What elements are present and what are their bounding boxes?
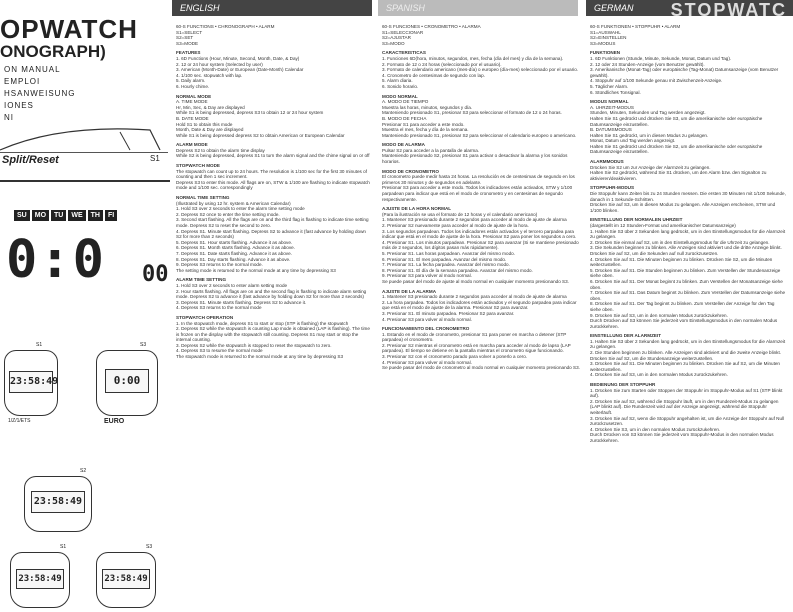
- body-line: (Para la ilustración se usa el formato de 12 horas y el calendario americano): [382, 211, 538, 217]
- section-heading: FEATURES: [176, 50, 201, 56]
- body-line: Halten Sie S1 gedrückt und drücken Sie S2, um die amerikanische oder europäische Datumsanzeige einzustellen.: [590, 143, 763, 155]
- body-line: Halten Sie S2 gedrückt, während Sie S1 drücken, um den Alarm bzw. den Signalton zu aktivieren/deaktivieren.: [590, 170, 767, 181]
- body-line: Halten Sie S1 gedrückt und drücken Sie S3, um die amerikanische oder europäische Datumsanzeige einzustellen.: [590, 115, 763, 127]
- model-label: EURO: [104, 418, 125, 425]
- body-line: S3=MODO: [382, 40, 405, 46]
- body-line: Presionar S1 para acceder a este modo.: [382, 121, 465, 127]
- body-line: Manteniendo presionado S2, presionar S1 para activar o desactivar la alarma y los sonidos horarios.: [382, 153, 568, 165]
- body-line: Month, Date & Day are displayed: [176, 127, 244, 133]
- body-line: 5. Täglicher Alarm.: [590, 83, 629, 89]
- body-line: Hr, Min, Sec, & Day are displayed: [176, 104, 245, 110]
- section-heading: MODO DE CRONOMETRO: [382, 168, 439, 174]
- body-line: 3. Presionar S1. El minuto parpadea. Presionar S2 para avanzar.: [382, 310, 515, 316]
- day-label: WE: [68, 210, 85, 221]
- body-line: Muestra las horas, minutos, segundos y día.: [382, 104, 473, 110]
- body-line: 4. Presionar S3 para volver al modo normal.: [382, 359, 472, 365]
- body-line: 3. Drücken Sie auf S2, wenn die Stoppuhr angehalten ist, um die Anzeige der Stoppuhr auf Null zurückzusetzen.: [590, 415, 785, 427]
- body-line: Drücken Sie auf S3, um in diesen Modus zu gelangen. Alle Anzeigen erscheinen, STW und 1/100 blinken.: [590, 202, 776, 213]
- body-line: 5. Drücken Sie auf S1. Die Stunden beginnen zu blinken. Zum Verstellen der Stundenanzeige siehe oben.: [590, 267, 781, 279]
- body-line: 1. Hold S3 over 2 seconds to enter alarm setting mode: [176, 282, 288, 288]
- body-line: 6. Sonido horario.: [382, 83, 419, 89]
- section-heading: NORMAL TIME SETTING: [176, 195, 230, 201]
- button-label: S3: [146, 544, 153, 550]
- manual-item: NI: [4, 113, 14, 122]
- day-label: FI: [105, 210, 117, 221]
- section-heading: AJUSTE DE LA ALARMA: [382, 288, 437, 294]
- body-line: Depress S3 to enter this mode. All flags are on, STW & 1/100 are flashing to indicate stopwatch mode and 1/100 sec. correspondingly: [176, 179, 370, 191]
- body-line: 1. Estando en el modo de cronometro, presionar S1 para poner en marcha o detener (STP parpadea) el cronometro.: [382, 331, 567, 343]
- section-heading: MODUS NORMAL: [590, 99, 629, 105]
- body-line: The stopwatch can count up to 24 hours. The resolution is 1/100 sec for the first 30 minutes of counting and then 1 sec increment.: [176, 168, 367, 180]
- body-line: 3. Die Sekunden beginnen zu blinken. Alle Anzeigen sind aktiviert und die dritte Anzeige blinkt. Drücken Sie auf S2, um die Sekunden auf null zurückzusetzen.: [590, 245, 782, 256]
- section-heading: ALARM TIME SETTING: [176, 277, 227, 283]
- section-heading: STOPPUHR-MODUS: [590, 185, 635, 191]
- body-line: 6. Hourly chime.: [176, 83, 210, 89]
- section-heading: BEDIENUNG DER STOPPUHR: [590, 382, 656, 388]
- body-line: 4. Depress S1. Minute start flashing. Depress S2 to advance it (fast advance by holding down S2 for more than 2 seconds): [176, 228, 366, 240]
- body-line: 3. Depress S1. Minute starts flashing. Depress S2 to advance it.: [176, 299, 307, 305]
- body-line: 4. Drücken Sie auf S1. Die Minuten beginnen zu blinken. Drücken Sie S2, um die Minuten weiterzustellen.: [590, 256, 773, 268]
- body-line: S2=AJUSTAR: [382, 35, 411, 41]
- body-line: 4. Cronometro de centesimas de segundo con lap.: [382, 72, 485, 78]
- body-line: 3. Los segundos parpadean. Todos los indicadores están activados y el tercero parpadea para indicar que está en el modo de ajuste de la hora. Presionar S2 para poner los segundos a cero.: [382, 228, 577, 240]
- body-line: 9. Presionar S3 para volver al modo normal.: [382, 273, 472, 279]
- body-line: 1. Mantener S3 presionado durante 2 segundos para acceder al modo de ajuste de alarma: [382, 217, 567, 223]
- body-line: Drücken Sie S2 um zur Anzeige der Alarmzeit zu gelangen.: [590, 164, 711, 170]
- body-line: 60-S FUNKTIONEN • STOPPUHR • ALARM: [590, 24, 681, 29]
- body-line: 8. Depress S1. Day starts flashing. Advance it as above.: [176, 256, 291, 262]
- section-heading: STOPWATCH MODE: [176, 163, 220, 169]
- body-line: 2. Drücken Sie auf S2, während die Stoppuhr läuft, um in den Rundezeit-Modus zu gelangen (LAP blinkt auf). Die Rundenzeit wird auf der Anzeige angezeigt, während die Stoppuhr weiterläuft.: [590, 398, 779, 415]
- watch-illustration: [4, 350, 58, 416]
- body-line: 4. Depress S3 returns to the normal mode: [176, 305, 262, 311]
- body-line: B. DATE MODE: [176, 115, 209, 121]
- body-line: El cronometro puede medir hasta 24 horas. La resolución es de centesimas de segundo en los primeros 30 minutos y de segundos en adelante.: [382, 174, 575, 185]
- body-line: 3. Second start flashing. All the flags are on and the third flag is flashing to indicate time setting mode. Depress S2 to reset the second to zero.: [176, 217, 369, 228]
- body-line: Muestra el mes, fecha y día de la semana.: [382, 127, 469, 133]
- body-line: 1. Funciones 6D(hora, minutos, segundos, mes, fecha (día del mes) y día de la semana).: [382, 55, 564, 61]
- body-line: Hold S1 to obtain this mode: [176, 121, 233, 127]
- body-line: Durch Drücken auf S3 können Sie jederzeit vom Einstellungsmodus in den normalen Modus zurückkehren.: [590, 318, 778, 329]
- watch-illustration: [10, 552, 70, 608]
- body-line: 5. Alarm diaria.: [382, 78, 413, 84]
- product-title: OPWATCH: [0, 14, 138, 44]
- body-line: A. UHRZEIT-MODUS: [590, 104, 634, 110]
- body-line: 8. Presionar S1. El día de la semana parpadea. Avanzar del mismo modo.: [382, 267, 533, 273]
- body-line: 2. Drücken Sie einmal auf S2, um in den Einstellungsmodus für die Uhrzeit zu gelangen.: [590, 239, 770, 245]
- lcd-small-digits: 00: [142, 262, 169, 287]
- body-line: 3. Depress S2 while the stopwatch is stopped to reset the stopwatch to zero.: [176, 342, 332, 348]
- body-line: Presionar S3 para acceder a este modo. Todos los indicadores están activados, STW y 1/100 parpadean para indicar que está en el modo de cronometro y en centesimas de segundo respectivamente.: [382, 185, 573, 202]
- header-spanish: SPANISH: [378, 0, 578, 16]
- body-line: 2. 12 or 24 hour system (Selected by user): [176, 61, 263, 67]
- watch-lcd: 0:00: [105, 369, 149, 393]
- body-line: 4. Drücken Sie auf S3, um in den normalen Modus zurückzukehren.: [590, 372, 728, 378]
- body-line: 1. Halten Sie S3 über 2 Sekunden lang gedrückt, um in den Einstellungsmodus für die Alarmzeit zu gelangen.: [590, 338, 786, 350]
- body-line: (Illustrated by using 12 hr. system & American Calendar): [176, 200, 291, 206]
- section-heading: FUNCIONAMIENTO DEL CRONOMETRO: [382, 326, 470, 332]
- body-line: 1. Hold S3 over 2 seconds to enter the alarm time setting mode: [176, 206, 305, 212]
- section-heading: ALARMMODUS: [590, 159, 624, 165]
- body-line: 2. La hora parpadea. Todos los indicadores están activados y el segundo parpadea para indicar que está en el modo de ajuste de la alarma. Presionar S2 para avanzar.: [382, 299, 577, 311]
- section-heading: CARACTERISTICAS: [382, 50, 426, 56]
- body-line: While S2 is being depressed, depress S1 to turn the alarm signal and the chime signal on or off: [176, 153, 370, 159]
- body-line: B. DATUMSMODUS: [590, 127, 632, 133]
- button-label: S1: [36, 342, 43, 348]
- cover-panel: [0, 0, 170, 612]
- body-line: 4. Depress S3 to resume the normal mode: [176, 348, 263, 354]
- manual-language-list: [4, 64, 75, 124]
- body-line: 2. Depress S2 while the stopwatch is counting Lap mode is obtained (LAP is flashing). The time is frozen on the display with the stopwatch still counting. Depress S1 may start or stop the internal counting.: [176, 326, 370, 343]
- body-line: 4. 1/100 sec. stopwatch with lap.: [176, 72, 243, 78]
- product-subtitle: ONOGRAPH): [0, 42, 106, 61]
- body-line: 6. Depress S1. Month starts flashing. Advance it as above.: [176, 245, 295, 251]
- body-line: 5. Depress S1. Hour starts flashing. Advance it as above.: [176, 239, 293, 245]
- button-label: S2: [80, 468, 87, 474]
- day-indicator-bar: [14, 210, 117, 221]
- body-line: 6. Presionar S1. El mes parpadea. Avanzar del mismo modo.: [382, 256, 507, 262]
- body-line: B. MODO DE FECHA: [382, 115, 427, 121]
- body-line: 3. Drücken Sie auf S1. Die Minuten beginnen zu blinken. Drücken Sie auf S2, um die Minuten weiterzustellen.: [590, 361, 780, 372]
- body-line: A. MODO DE TIEMPO: [382, 99, 429, 105]
- body-line: 5. Presionar S1. Las horas parpadean. Avanzar del mismo modo.: [382, 250, 515, 256]
- ghost-title: STOPWATC: [670, 0, 787, 20]
- body-line: S1=SELECCIONAR: [382, 29, 424, 35]
- body-line: 2. 12 oder 24 Stunden-Anzeige (vom Benutzer gewählt).: [590, 61, 705, 67]
- header-german: GERMAN: [586, 0, 793, 16]
- section-heading: NORMAL MODE: [176, 93, 212, 99]
- body-line: Monat, Datum und Tag werden angezeigt.: [590, 138, 676, 144]
- section-heading: MODO DE ALARMA: [382, 142, 425, 148]
- body-line: 1. Mantener S3 presionado durante 2 segundos para acceder al modo de ajuste de alarma: [382, 294, 567, 300]
- body-line: S1=SELECT: [176, 29, 203, 35]
- watch-lcd: 23:58:49: [16, 569, 64, 589]
- body-line: 6. Drücken Sie auf S1. Der Monat beginnt zu blinken. Zum Verstellen der Monatsanzeige siehe oben.: [590, 278, 783, 290]
- body-line: S3=MODE: [176, 40, 199, 46]
- body-line: Manteniendo presionado S1, presionar S2 para seleccionar el calendario europeo o americano.: [382, 132, 577, 138]
- body-line: Manteniendo presionado S1, presionar S3 para seleccionar el formato de 12 o 24 horas.: [382, 110, 562, 116]
- split-reset-label: Split/Reset: [2, 154, 59, 166]
- body-line: Depress S2 to obtain the alarm time display: [176, 147, 265, 153]
- body-line: 9. Depress S3 returns to the normal mode.: [176, 262, 263, 268]
- body-line: 1. Drücken Sie zum Starten oder Stoppen der Stoppuhr im Stoppuhr-Modus auf S1 (STP blinkt auf).: [590, 387, 783, 399]
- english-column: [176, 24, 372, 360]
- body-line: 4. Stoppuhr auf 1/100 Sekunde genau mit Zwischenzeit-Anzeige.: [590, 78, 723, 84]
- watch-lcd: 23:58:49: [102, 569, 150, 589]
- body-line: 2. Depress S2 once to enter the time setting mode.: [176, 211, 280, 217]
- lcd-large-digits: 0:0: [6, 230, 106, 290]
- day-label: TH: [88, 210, 103, 221]
- body-line: 2. Presionar S2 mientras el cronometro está en marcha para acceder al modo de lapso (LAP parpadea). El tiempo se detiene en la pantalla mientras el cronometro sigue funcionando.: [382, 342, 571, 354]
- body-line: 60-S FUNCTIONS • CHRONOGRAPH • ALARM: [176, 24, 275, 29]
- header-english: ENGLISH: [172, 0, 372, 16]
- body-line: 5. Daily alarm.: [176, 78, 206, 84]
- body-line: S2=EINSTELLEN: [590, 35, 627, 41]
- model-label: 1/Z/1/ETS: [8, 418, 31, 424]
- button-label: S3: [140, 342, 147, 348]
- section-heading: EINSTELLUNG DER NORMALEN UHRZEIT: [590, 217, 683, 223]
- body-line: 4. Presionar S3 para volver al modo normal.: [382, 316, 472, 322]
- manual-item: HSANWEISUNG: [4, 89, 76, 98]
- body-line: Se puede pasar del modo de ajuste al modo normal en cualquier momento presionando S3.: [382, 278, 569, 284]
- body-line: The setting mode is returned to the normal mode at any time by depressing S3: [176, 267, 336, 273]
- body-line: 1. Halten Sie S3 über 2 Sekunden lang gedrückt, um in den Einstellungsmodus für die Alarmzeit zu gelangen.: [590, 228, 786, 240]
- body-line: S2=SET: [176, 35, 194, 41]
- body-line: 1. 6D Functions (Hour, Minute, Second, Month, Date, & Day): [176, 55, 300, 61]
- button-label-s1: S1: [150, 154, 160, 163]
- day-label: MO: [32, 210, 49, 221]
- german-column: [590, 24, 786, 444]
- body-line: 3. Amerikanische (Monat-Tag) oder europäische (Tag-Monat) Datumsanzeige (vom Benutzer gewählt).: [590, 67, 779, 78]
- body-line: Stunden, Minuten, Sekunden und Tag werden angezeigt.: [590, 110, 706, 116]
- body-line: Die Stoppuhr kann Zeiten bis zu 24 Stunden messen. Die ersten 30 Minuten mit 1/100 Sekunde, danach in 1 Sekunde-Schritten.: [590, 191, 786, 202]
- spanish-column: [382, 24, 580, 371]
- body-line: 2. Formato de 12 o 24 horas (seleccionado por el usuario).: [382, 61, 502, 67]
- body-line: 6. Stündliches Tonsignal.: [590, 89, 641, 95]
- body-line: 3. Formato de calendario americano (mes-día) o europeo (día-mes) seleccionado por el usuario.: [382, 67, 579, 73]
- watch-illustration: [96, 350, 158, 416]
- section-heading: ALARM MODE: [176, 142, 208, 148]
- body-line: S3=MODUS: [590, 40, 616, 46]
- body-line: 9. Drücken Sie auf S3, um in den normalen Modus zurückzukehren.: [590, 312, 728, 318]
- body-line: 7. Depress S1. Date starts flashing. Advance it as above.: [176, 250, 292, 256]
- manual-item: IONES: [4, 101, 34, 110]
- body-line: Se puede pasar del modo de cronometro al modo normal en cualquier momento presionando S3.: [382, 365, 580, 371]
- body-line: 3. American (Month-Date) or European (Date-Month) Calendar: [176, 67, 304, 73]
- button-label: S1: [60, 544, 67, 550]
- body-line: The stopwatch mode is returned to the normal mode at any time by depressing S3: [176, 354, 343, 360]
- body-line: 1. In the stopwatch mode, depress S1 to start or stop (STP is flashing) the stopwatch: [176, 320, 349, 326]
- body-line: 8. Drücken Sie auf S1. Der Tag beginnt zu blinken. Zum Verstellen der Anzeige für den Tag siehe oben.: [590, 301, 775, 312]
- watch-illustration: [96, 552, 156, 608]
- day-label: SU: [14, 210, 30, 221]
- body-line: 2. Presionar S2 nuevamente para acceder al modo de ajuste de la hora.: [382, 223, 529, 228]
- body-line: While S1 is being depressed depress S2 to obtain American or European Calendar: [176, 132, 345, 138]
- body-line: 1. 6D Funktionen (Stunde, Minute, Sekunde, Monat, Datum und Tag).: [590, 55, 732, 61]
- section-heading: MODO NORMAL: [382, 93, 418, 99]
- body-line: 2. Hour starts flashing. All flags are on and the second flag is flashing to indicate alarm setting mode. Depress S2 to advance it (fast advance by holding down S2 for more than 2 seconds): [176, 288, 367, 300]
- body-line: A. TIME MODE: [176, 99, 208, 105]
- manual-item: ON MANUAL: [4, 65, 61, 74]
- body-line: Durch Drücken von S3 können Sie jederzeit vom Stoppuhr-Modus in den normalen Modus zurückkehren.: [590, 432, 774, 443]
- watch-illustration: [24, 476, 92, 532]
- section-heading: EINSTELLUNG DER ALARMZEIT: [590, 333, 662, 339]
- body-line: 4. Drücken Sie S3, um in den normalen Modus zurückzukehren.: [590, 426, 721, 432]
- section-heading: FUNKTIONEN: [590, 50, 621, 56]
- watch-lcd: 23:58:49: [9, 371, 53, 393]
- section-heading: STOPWATCH OPERATION: [176, 314, 234, 320]
- body-line: 60-S FUNCIONES • CRONOMETRO • ALARMA: [382, 24, 481, 29]
- body-line: 7. Drücken Sie auf S1. Das Datum beginnt zu blinken. Zum Verstellen der Datumsanzeige siehe oben.: [590, 290, 786, 301]
- manual-item: EMPLOI: [4, 77, 41, 86]
- section-heading: AJUSTE DE LA HORA NORMAL: [382, 206, 452, 212]
- watch-lcd: 23:58:49: [31, 491, 85, 513]
- body-line: Halten Sie S1 gedrückt, um in diesen Modus zu gelangen.: [590, 132, 709, 138]
- body-line: Pulsar S2 para acceder a la pantalla de alarma.: [382, 147, 480, 153]
- body-line: 4. Presionar S1. Los minutos parpadean. Presionar S2 para avanzar (Si se mantiene presionado más de 2 segundos, los dígitos pasan más rápidamente).: [382, 239, 579, 251]
- day-label: TU: [51, 210, 66, 221]
- body-line: S1=AUSWAHL: [590, 29, 621, 35]
- watch-top-outline: [0, 120, 170, 154]
- body-line: 7. Presionar S1. La fecha parpadea. Avanzar del mismo modo.: [382, 262, 510, 268]
- body-line: 2. Die Stunden beginnen zu blinken. Alle Anzeigen sind aktiviert und die zweite Anzeige blinkt. Drücken Sie auf S2, um die Stundenanzeige weiterzustellen.: [590, 350, 782, 361]
- body-line: (dargestellt im 12 Stunden-Format und amerikanischer Datumsanzeige): [590, 223, 736, 228]
- body-line: 3. Presionar S2 con el cronometro parado para volver a ponerlo a cero.: [382, 354, 528, 360]
- body-line: While S1 is being depressed, depress S3 to obtain 12 or 24 hour system: [176, 110, 324, 116]
